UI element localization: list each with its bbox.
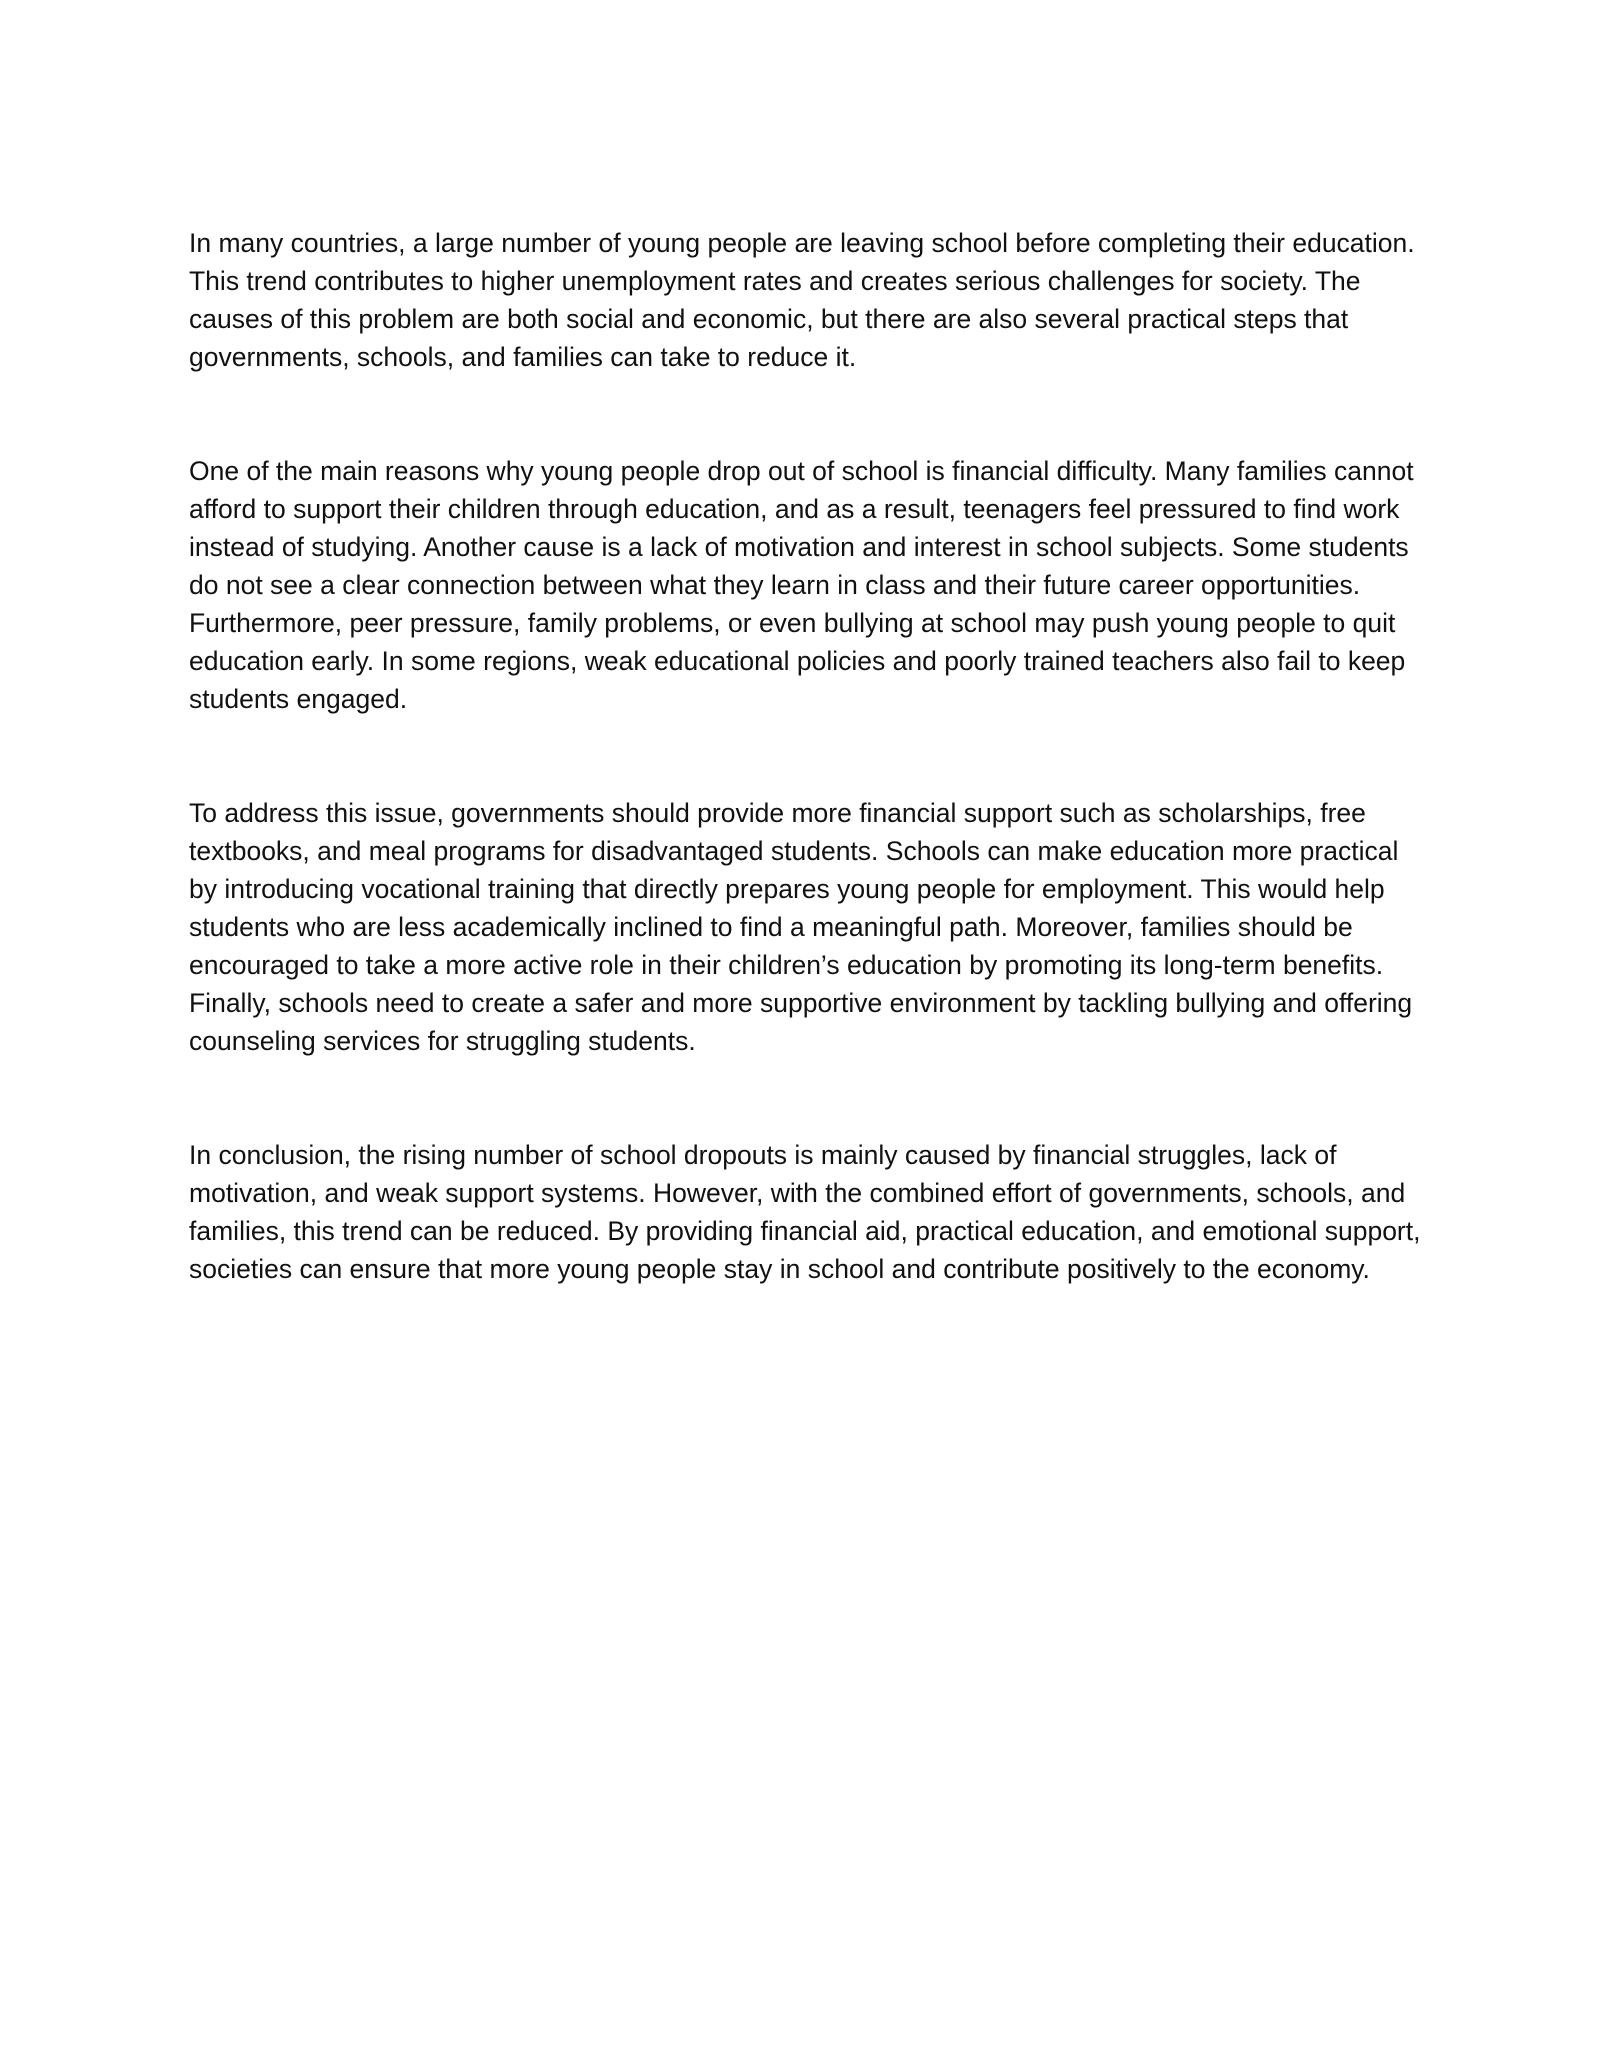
paragraph-causes: One of the main reasons why young people drop out of school is financial difficulty. Many families cannot afford to support their children through education, and as a result, teenagers feel pressured to find work instead of studying. Another cause is a lack of motivation and interest in school subjects. Some students do not see a clear connection between what they learn in class and their future career opportunities. Furthermore, peer pressure, family problems, or even bullying at school may push young people to quit education early. In some regions, weak educational policies and poorly trained teachers also fail to keep students engaged.	[189, 456, 1414, 714]
document-body	[189, 224, 1429, 1288]
paragraph-solutions: To address this issue, governments should provide more financial support such as scholarships, free textbooks, and meal programs for disadvantaged students. Schools can make education more practical by introducing vocational training that directly prepares young people for employment. This would help students who are less academically inclined to find a meaningful path. Moreover, families should be encouraged to take a more active role in their children’s education by promoting its long-term benefits. Finally, schools need to create a safer and more supportive environment by tackling bullying and offering counseling services for struggling students.	[189, 798, 1413, 1056]
paragraph-conclusion: In conclusion, the rising number of school dropouts is mainly caused by financial struggles, lack of motivation, and weak support systems. However, with the combined effort of governments, schools, and families, this trend can be reduced. By providing financial aid, practical education, and emotional support, societies can ensure that more young people stay in school and contribute positively to the economy.	[189, 1140, 1421, 1284]
paragraph-introduction: In many countries, a large number of young people are leaving school before completing their education. This trend contributes to higher unemployment rates and creates serious challenges for society. The causes of this problem are both social and economic, but there are also several practical steps that governments, schools, and families can take to reduce it.	[189, 228, 1415, 372]
